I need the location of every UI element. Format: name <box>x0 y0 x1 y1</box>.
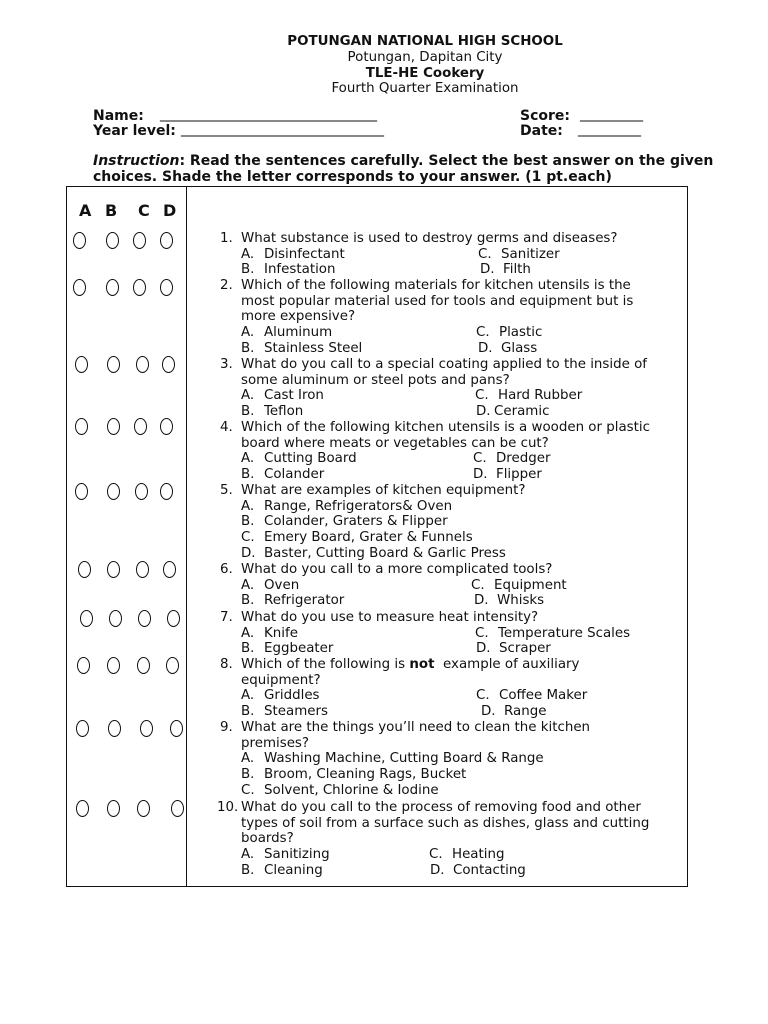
choice-letter: D. <box>474 593 489 609</box>
choice-letter: A. <box>241 325 255 341</box>
answer-bubble-q10-d[interactable] <box>171 800 184 817</box>
choice-letter: C. <box>429 847 443 863</box>
choice-text: Sanitizer <box>501 246 560 262</box>
answer-bubble-q3-c[interactable] <box>136 356 149 373</box>
choice-letter: D. <box>241 545 256 561</box>
choice-letter: C. <box>241 782 255 798</box>
choice-text: Colander <box>264 467 325 483</box>
choice-letter: D. <box>473 467 488 483</box>
answer-bubble-q7-a[interactable] <box>80 610 93 627</box>
column-header-a: A <box>79 201 92 220</box>
instruction-label: Instruction <box>93 153 180 169</box>
answer-bubble-q1-a[interactable] <box>73 232 86 249</box>
column-divider <box>186 186 187 887</box>
question-text: most popular material used for tools and equipment but is <box>241 293 634 309</box>
choice-letter: B. <box>241 593 255 609</box>
year-level-label: Year level: <box>93 123 176 139</box>
question-number: 5. <box>220 483 233 498</box>
answer-bubble-q8-c[interactable] <box>137 657 150 674</box>
answer-bubble-q9-b[interactable] <box>108 720 121 737</box>
question-text: What are the things you’ll need to clean the kitchen <box>241 720 591 735</box>
choice-text: Colander, Graters & Flipper <box>264 514 448 530</box>
choice-letter: A. <box>241 498 255 514</box>
choice-text: Flipper <box>496 467 542 483</box>
question-number: 4. <box>220 420 233 435</box>
choice-letter: A. <box>241 688 255 704</box>
answer-bubble-q4-d[interactable] <box>160 418 173 435</box>
score-label: Score: <box>520 108 570 124</box>
answer-bubble-q3-b[interactable] <box>107 356 120 373</box>
answer-bubble-q1-c[interactable] <box>133 232 146 249</box>
choice-text: Heating <box>452 847 505 863</box>
choice-letter: C. <box>473 451 487 467</box>
date-label: Date: <box>520 123 563 139</box>
choice-text: Equipment <box>494 577 567 593</box>
answer-bubble-q1-b[interactable] <box>106 232 119 249</box>
choice-letter: C. <box>475 625 489 641</box>
answer-bubble-q9-c[interactable] <box>140 720 153 737</box>
choice-letter: C. <box>478 246 492 262</box>
question-number: 7. <box>220 610 233 625</box>
choice-letter: B. <box>241 862 255 878</box>
choice-text: Contacting <box>453 862 526 878</box>
choice-text: Solvent, Chlorine & Iodine <box>264 782 439 798</box>
answer-bubble-q7-b[interactable] <box>109 610 122 627</box>
choice-text: Knife <box>264 625 298 641</box>
answer-bubble-q4-a[interactable] <box>75 418 88 435</box>
school-name: POTUNGAN NATIONAL HIGH SCHOOL <box>287 34 563 49</box>
answer-bubble-q10-b[interactable] <box>107 800 120 817</box>
choice-text: Washing Machine, Cutting Board & Range <box>264 751 544 767</box>
question-text: Which of the following materials for kitchen utensils is the <box>241 278 631 293</box>
column-header-c: C <box>138 201 150 220</box>
question-text: What do you call to the process of removing food and other <box>241 800 641 815</box>
choice-letter: C. <box>471 577 485 593</box>
choice-letter: D. <box>478 340 493 356</box>
choice-letter: D. <box>476 404 491 420</box>
choice-letter: C. <box>476 688 490 704</box>
choice-letter: A. <box>241 388 255 404</box>
question-number: 8. <box>220 657 233 672</box>
question-text: What do you use to measure heat intensity? <box>241 610 539 625</box>
answer-bubble-q2-b[interactable] <box>106 279 119 296</box>
question-text: premises? <box>241 735 310 751</box>
choice-letter: B. <box>241 262 255 278</box>
instruction-line-2: choices. Shade the letter corresponds to your answer. (1 pt.each) <box>93 169 612 185</box>
answer-bubble-q2-a[interactable] <box>73 279 86 296</box>
choice-text: Cleaning <box>264 862 323 878</box>
choice-text: Eggbeater <box>264 641 334 657</box>
choice-letter: A. <box>241 451 255 467</box>
choice-letter: B. <box>241 767 255 783</box>
question-number: 3. <box>220 357 233 372</box>
answer-bubble-q2-c[interactable] <box>133 279 146 296</box>
choice-text: Coffee Maker <box>499 688 588 704</box>
choice-text: Steamers <box>264 704 328 720</box>
question-text: What substance is used to destroy germs and diseases? <box>241 231 618 246</box>
choice-letter: B. <box>241 514 255 530</box>
choice-text: Stainless Steel <box>264 340 363 356</box>
choice-letter: C. <box>476 325 490 341</box>
answer-bubble-q4-c[interactable] <box>134 418 147 435</box>
answer-bubble-q9-d[interactable] <box>170 720 183 737</box>
question-number: 1. <box>220 231 233 246</box>
question-text: more expensive? <box>241 309 356 325</box>
answer-bubble-q8-d[interactable] <box>166 657 179 674</box>
question-text: boards? <box>241 831 294 847</box>
choice-letter: D. <box>476 641 491 657</box>
choice-text: Temperature Scales <box>498 625 631 641</box>
answer-bubble-q7-c[interactable] <box>138 610 151 627</box>
choice-text: Dredger <box>496 451 551 467</box>
score-field[interactable]: _________ <box>580 106 643 122</box>
answer-bubble-q8-a[interactable] <box>77 657 90 674</box>
answer-bubble-q4-b[interactable] <box>107 418 120 435</box>
name-label: Name: <box>93 108 144 124</box>
choice-text: Infestation <box>264 262 336 278</box>
question-text: What are examples of kitchen equipment? <box>241 483 526 498</box>
choice-text: Scraper <box>499 641 551 657</box>
choice-text: Cast Iron <box>264 388 324 404</box>
column-header-b: B <box>105 201 118 220</box>
choice-text: Range <box>504 704 547 720</box>
choice-letter: A. <box>241 625 255 641</box>
answer-bubble-q9-a[interactable] <box>76 720 89 737</box>
question-number: 2. <box>220 278 233 293</box>
answer-bubble-q5-b[interactable] <box>107 483 120 500</box>
column-header-d: D <box>163 201 177 220</box>
answer-bubble-q2-d[interactable] <box>160 279 173 296</box>
choice-letter: B. <box>241 641 255 657</box>
answer-bubble-q3-d[interactable] <box>162 356 175 373</box>
school-location: Potungan, Dapitan City <box>347 50 503 65</box>
choice-letter: B. <box>241 467 255 483</box>
choice-text: Griddles <box>264 688 320 704</box>
choice-letter: A. <box>241 751 255 767</box>
choice-text: Sanitizing <box>264 847 330 863</box>
instruction-text-1: : Read the sentences carefully. Select the best answer on the given <box>179 153 714 169</box>
subject-title: TLE-HE Cookery <box>365 66 485 81</box>
answer-bubble-q6-d[interactable] <box>163 561 176 578</box>
question-number: 10. <box>217 800 239 815</box>
choice-text: Aluminum <box>264 325 333 341</box>
choice-text: Broom, Cleaning Rags, Bucket <box>264 767 467 783</box>
choice-text: Oven <box>264 577 300 593</box>
question-text <box>241 657 579 672</box>
answer-bubble-q8-b[interactable] <box>107 657 120 674</box>
choice-letter: B. <box>241 340 255 356</box>
answer-bubble-q5-c[interactable] <box>135 483 148 500</box>
choice-text: Glass <box>501 340 538 356</box>
question-text: What do you call to a special coating applied to the inside of <box>241 357 648 372</box>
exam-title: Fourth Quarter Examination <box>331 81 519 96</box>
choice-letter: C. <box>475 388 489 404</box>
question-number: 6. <box>220 562 233 577</box>
answer-bubble-q6-a[interactable] <box>78 561 91 578</box>
answer-bubble-q5-d[interactable] <box>160 483 173 500</box>
answer-bubble-q7-d[interactable] <box>167 610 180 627</box>
answer-bubble-q6-b[interactable] <box>107 561 120 578</box>
choice-text: Refrigerator <box>264 593 345 609</box>
question-text-part: Which of the following is <box>241 657 410 672</box>
question-text: Which of the following kitchen utensils is a wooden or plastic <box>241 420 650 435</box>
choice-text: Cutting Board <box>264 451 357 467</box>
choice-text: Baster, Cutting Board & Garlic Press <box>264 545 506 561</box>
answer-bubble-q1-d[interactable] <box>160 232 173 249</box>
year-level-field[interactable]: _____________________________ <box>181 121 384 137</box>
choice-text: Ceramic <box>494 404 550 420</box>
choice-text: Disinfectant <box>264 246 345 262</box>
choice-text: Range, Refrigerators& Oven <box>264 498 453 514</box>
choice-letter: D. <box>430 862 445 878</box>
choice-text: Emery Board, Grater & Funnels <box>264 530 473 546</box>
choice-text: Hard Rubber <box>498 388 583 404</box>
name-field[interactable]: _______________________________ <box>160 106 377 122</box>
question-text: board where meats or vegetables can be cut? <box>241 435 549 451</box>
date-field[interactable]: _________ <box>578 121 641 137</box>
question-emphasis: not <box>409 657 435 672</box>
choice-letter: A. <box>241 847 255 863</box>
choice-letter: C. <box>241 530 255 546</box>
answer-bubble-q10-c[interactable] <box>137 800 150 817</box>
answer-bubble-q5-a[interactable] <box>75 483 88 500</box>
choice-letter: A. <box>241 246 255 262</box>
answer-bubble-q3-a[interactable] <box>75 356 88 373</box>
question-text: equipment? <box>241 672 321 688</box>
question-text: types of soil from a surface such as dishes, glass and cutting <box>241 815 650 831</box>
choice-text: Whisks <box>497 593 545 609</box>
question-text: some aluminum or steel pots and pans? <box>241 372 510 388</box>
question-text: What do you call to a more complicated tools? <box>241 562 553 577</box>
choice-text: Teflon <box>264 404 304 420</box>
choice-letter: B. <box>241 704 255 720</box>
question-text-part: example of auxiliary <box>434 657 580 672</box>
choice-text: Plastic <box>499 325 543 341</box>
answer-bubble-q10-a[interactable] <box>76 800 89 817</box>
choice-letter: B. <box>241 404 255 420</box>
question-number: 9. <box>220 720 233 735</box>
choice-letter: D. <box>480 262 495 278</box>
choice-letter: A. <box>241 577 255 593</box>
choice-text: Filth <box>503 262 531 278</box>
answer-bubble-q6-c[interactable] <box>136 561 149 578</box>
choice-letter: D. <box>481 704 496 720</box>
instruction-line-1 <box>93 153 713 169</box>
